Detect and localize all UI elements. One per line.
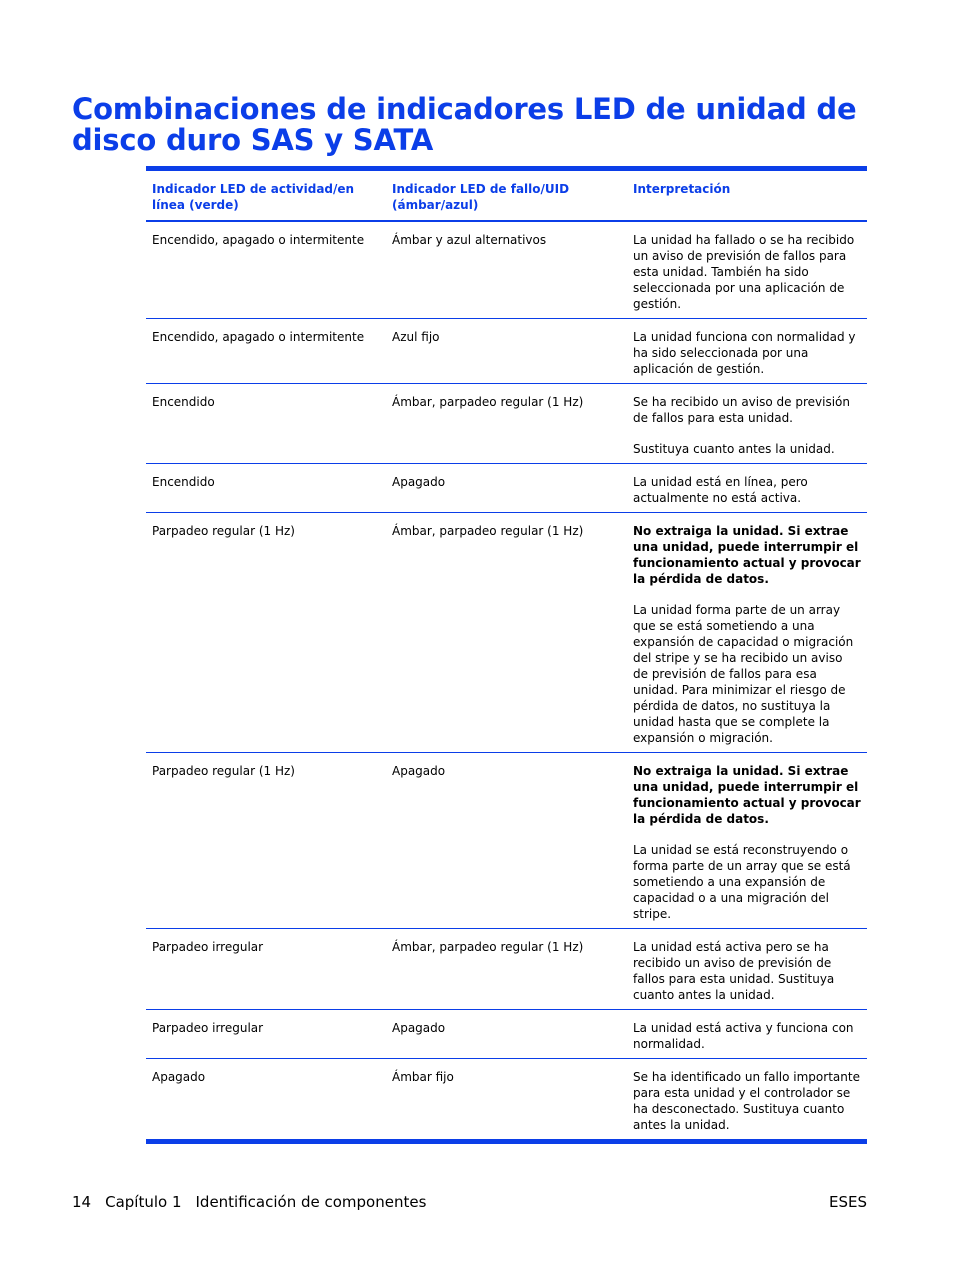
interpretation-cell	[627, 319, 867, 384]
activity-led-cell: Encendido	[146, 384, 386, 464]
warning-text: No extraiga la unidad. Si extrae una unidad, puede interrumpir el funcionamiento actual y provocar la pérdida de datos.	[633, 764, 861, 826]
fault-led-cell: Apagado	[386, 464, 627, 513]
interpretation-cell	[627, 513, 867, 753]
activity-led-cell: Parpadeo regular (1 Hz)	[146, 753, 386, 929]
activity-led-cell: Parpadeo regular (1 Hz)	[146, 513, 386, 753]
activity-led-cell: Encendido, apagado o intermitente	[146, 319, 386, 384]
interpretation-text: Sustituya cuanto antes la unidad.	[633, 442, 835, 456]
activity-led-cell: Parpadeo irregular	[146, 1010, 386, 1059]
led-combinations-table	[146, 166, 867, 1144]
fault-led-cell: Azul fijo	[386, 319, 627, 384]
activity-led-cell: Encendido	[146, 464, 386, 513]
table-row	[146, 221, 867, 319]
interpretation-cell	[627, 929, 867, 1010]
fault-led-cell: Ámbar, parpadeo regular (1 Hz)	[386, 384, 627, 464]
interpretation-cell	[627, 753, 867, 929]
fault-led-cell: Ámbar fijo	[386, 1059, 627, 1142]
table-header-row	[146, 169, 867, 222]
header-activity-led: Indicador LED de actividad/en línea (verde)	[146, 169, 386, 222]
interpretation-text: La unidad forma parte de un array que se está sometiendo a una expansión de capacidad o migración del stripe y se ha recibido un aviso de previsión de fallos para esa unidad. Para minimizar el riesgo de pérdida de datos, no sustituya la unidad hasta que se complete la expansión o migración.	[633, 603, 854, 745]
interpretation-text: La unidad se está reconstruyendo o forma parte de un array que se está sometiendo a una expansión de capacidad o a una migración del stripe.	[633, 843, 851, 921]
activity-led-cell: Encendido, apagado o intermitente	[152, 233, 365, 247]
activity-led-cell: Parpadeo irregular	[146, 929, 386, 1010]
interpretation-cell	[627, 221, 867, 319]
interpretation-text: La unidad está activa pero se ha recibido un aviso de previsión de fallos para esta unidad. Sustituya cuanto antes la unidad.	[633, 940, 835, 1002]
interpretation-cell	[627, 1059, 867, 1142]
activity-led-cell: Apagado	[146, 1059, 386, 1142]
fault-led-cell: Ámbar, parpadeo regular (1 Hz)	[386, 929, 627, 1010]
header-fault-led: Indicador LED de fallo/UID (ámbar/azul)	[386, 169, 627, 222]
table-row	[146, 1059, 867, 1142]
table-row	[146, 1010, 867, 1059]
interpretation-cell	[627, 384, 867, 464]
interpretation-text: Se ha identificado un fallo importante para esta unidad y el controlador se ha desconectado. Sustituya cuanto antes la unidad.	[633, 1070, 860, 1132]
table-body	[146, 221, 867, 1142]
interpretation-text: La unidad funciona con normalidad y ha sido seleccionada por una aplicación de gestión.	[633, 330, 856, 376]
page-number: 14	[72, 1193, 92, 1211]
interpretation-text: La unidad ha fallado o se ha recibido un aviso de previsión de fallos para esta unidad. También ha sido seleccionada por una aplicación de gestión.	[633, 233, 855, 311]
locale-code: ESES	[829, 1193, 867, 1211]
interpretation-cell	[627, 1010, 867, 1059]
table-row	[146, 929, 867, 1010]
fault-led-cell: Ámbar y azul alternativos	[392, 233, 547, 247]
page-title: Combinaciones de indicadores LED de unidad de disco duro SAS y SATA	[72, 92, 857, 157]
table-row	[146, 384, 867, 464]
interpretation-cell	[627, 464, 867, 513]
chapter-label: Capítulo 1	[105, 1193, 182, 1211]
chapter-title: Identificación de componentes	[195, 1193, 427, 1211]
fault-led-cell: Apagado	[386, 1010, 627, 1059]
table-row	[146, 753, 867, 929]
page-footer-left	[72, 1193, 426, 1211]
interpretation-text: La unidad está en línea, pero actualmente no está activa.	[633, 475, 808, 505]
fault-led-cell: Apagado	[386, 753, 627, 929]
interpretation-text: Se ha recibido un aviso de previsión de fallos para esta unidad.	[633, 395, 850, 425]
header-interpretation: Interpretación	[627, 169, 867, 222]
fault-led-cell: Ámbar, parpadeo regular (1 Hz)	[386, 513, 627, 753]
interpretation-text: La unidad está activa y funciona con normalidad.	[633, 1021, 854, 1051]
warning-text: No extraiga la unidad. Si extrae una unidad, puede interrumpir el funcionamiento actual y provocar la pérdida de datos.	[633, 524, 861, 586]
table-row	[146, 513, 867, 753]
table-row	[146, 464, 867, 513]
table-row	[146, 319, 867, 384]
